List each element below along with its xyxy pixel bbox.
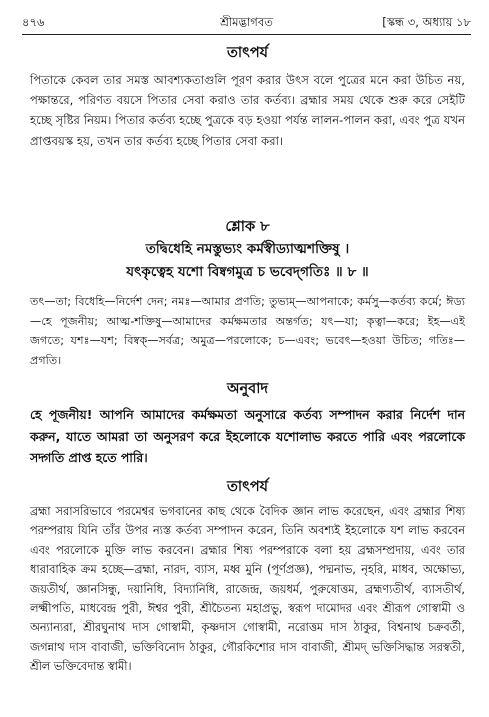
purport-heading-2: তাৎপর্য bbox=[226, 479, 269, 495]
verse-line-2: যৎকৃত্বেহ যশো বিষ্বগমুত্র চ ভবেদ্‌গতিঃ ॥ ৮ ॥ bbox=[126, 264, 369, 280]
translation-text: হে পূজনীয়! আপনি আমাদের কর্মক্ষমতা অনুসারে কর্তব্য সম্পাদন করার নির্দেশ দান করুন, যাতে আমরা তা অনুসরণ করে ইহলোকে যশোলাভ করতে পারি এবং পরলোকে সদ্গতি প্রাপ্ত হতে পারি। bbox=[30, 407, 465, 465]
chapter-reference: [স্কন্ধ ৩, অধ্যায় ১৮ bbox=[382, 15, 471, 29]
header-rule bbox=[22, 34, 471, 35]
translation-heading: অনুবাদ bbox=[226, 381, 269, 397]
purport-text-1: পিতাকে কেবল তার সমস্ত আবশ্যকতাগুলি পূরণ করার উৎস বলে পুত্রের মনে করা উচিত নয়, পক্ষান্তরে, পরিণত বয়সে পিতার সেবা করাও তার কর্তব্য। ব্রহ্মার সময় থেকে শুরু করে সেইটি হচ্ছে সৃষ্টির নিয়ম। পিতার কর্তব্য হচ্ছে পুত্রকে বড় হওয়া পর্যন্ত লালন-পালন করা, এবং পুত্র যখন প্রাপ্তবয়স্ক হয়, তখন তার কর্তব্য হচ্ছে পিতার সেবা করা। bbox=[30, 73, 465, 148]
purport-text-2: ব্রহ্মা সরাসরিভাবে পরমেশ্বর ভগবানের কাছ থেকে বৈদিক জ্ঞান লাভ করেছেন, এবং ব্রহ্মার শিষ্য পরম্পরায় যিনি তাঁর উপর ন্যস্ত কর্তব্য সম্পাদন করেন, তিনি অবশ্যই ইহলোকে যশ লাভ করবেন এবং পরলোকে মুক্তি লাভ করবেন। ব্রহ্মার শিষ্য পরম্পরাকে বলা হয় ব্রহ্মসম্প্রদায়, এবং তার ধারাবাহিক ক্রম হচ্ছে—ব্রহ্মা, নারদ, ব্যাস, মধ্ব মুনি (পূর্ণপ্রজ্ঞ), পদ্মনাভ, নৃহরি, মাধব, অক্ষোভ্য, জয়তীর্থ, জ্ঞানসিন্ধু, দয়ানিধি, বিদ্যানিধি, রাজেন্দ্র, জয়ধর্ম, পুরুষোত্তম, ব্রহ্মণ্যতীর্থ, ব্যাসতীর্থ, লক্ষ্মীপতি, মাধবেন্দ্র পুরী, ঈশ্বর পুরী, শ্রীচৈতন্য মহাপ্রভু, স্বরূপ দামোদর এবং শ্রীরূপ গোস্বামী ও অন্যান্যরা, শ্রীরঘুনাথ দাস গোস্বামী, কৃষ্ণদাস গোস্বামী, নরোত্তম দাস ঠাকুর, বিশ্বনাথ চক্রবর্তী, জগন্নাথ দাস বাবাজী, ভক্তিবিনোদ ঠাকুর, গৌরকিশোর দাস বাবাজী, শ্রীমদ্ ভক্তিসিদ্ধান্ত সরস্বতী, শ্রীল ভক্তিবেদান্ত স্বামী। bbox=[30, 505, 465, 674]
purport-heading-1: তাৎপর্য bbox=[226, 45, 269, 61]
verse-heading: শ্লোক ৮ bbox=[225, 219, 270, 235]
synonyms-text: তৎ—তা; বিধেহি—নির্দেশ দেন; নমঃ—আমার প্রণতি; তুভ্যম্—আপনাকে; কর্মসু—কর্তব্য কর্মে; ঈড্য—হে পূজনীয়; আত্ম-শক্তিষু—আমাদের কর্মক্ষমতার অন্তর্গত; যৎ—যা; কৃত্বা—করে; ইহ—এই জগতে; যশঃ—যশ; বিষ্বক্—সর্বত্র; অমুত্র—পরলোকে; চ—এবং; ভবেৎ—হওয়া উচিত; গতিঃ—প্রগতি। bbox=[30, 295, 465, 367]
verse-line-1: তদ্বিধেহি নমস্তুভ্যং কর্মস্বীড্যাত্মশক্তিষু । bbox=[145, 241, 350, 257]
page-header bbox=[22, 14, 471, 32]
page-number: ৪৭৬ bbox=[22, 15, 45, 29]
book-title: শ্রীমদ্ভাগবত bbox=[220, 15, 273, 29]
